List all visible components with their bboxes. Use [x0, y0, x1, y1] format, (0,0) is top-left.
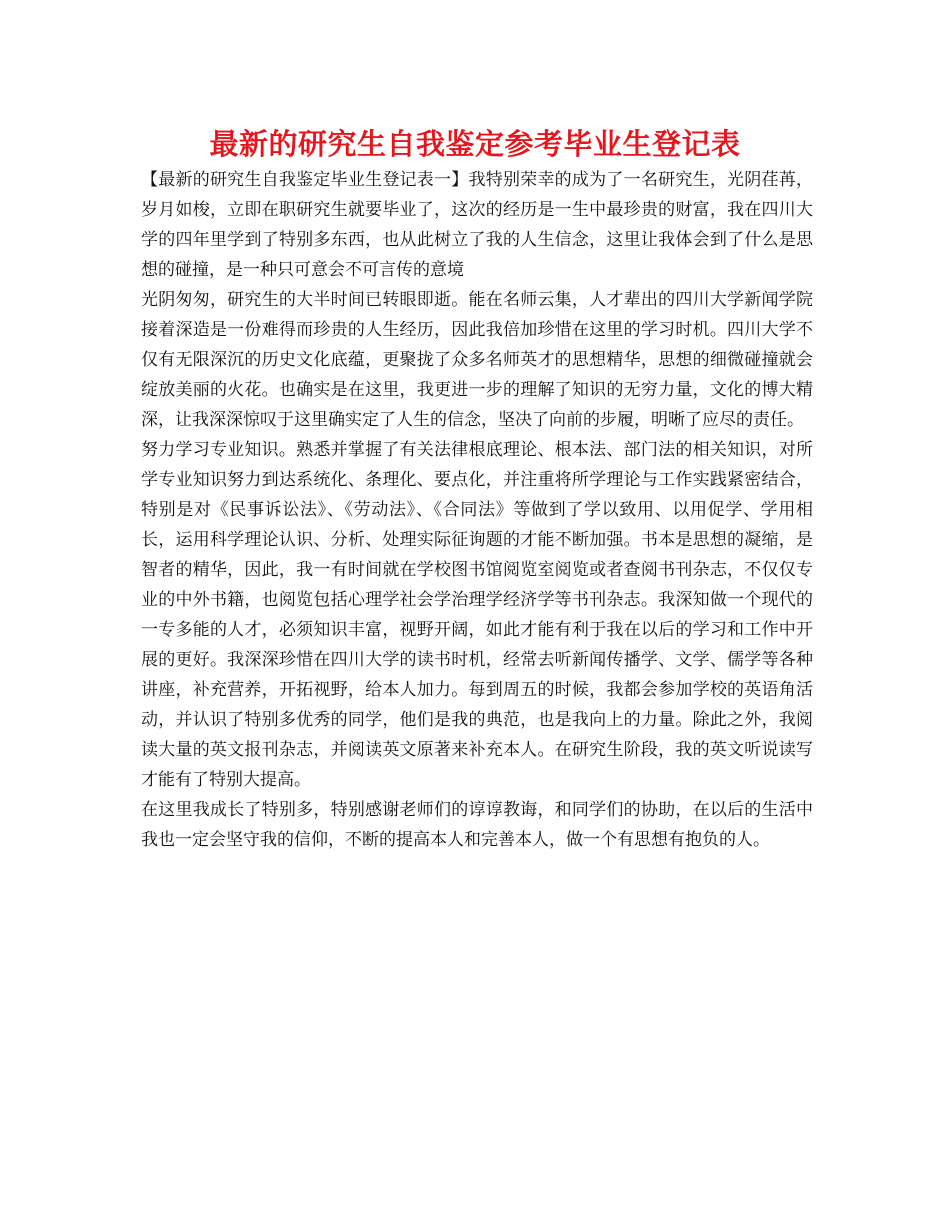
paragraph-professional-knowledge: 努力学习专业知识。熟悉并掌握了有关法律根底理论、根本法、部门法的相关知识，对所学专业知识努力到达系统化、条理化、要点化，并注重将所学理论与工作实践紧密结合，特别是对《民事诉讼法》、《劳动法》、《合同法》等做到了学以致用、以用促学、学用相长，运用科学理论认识、分析、处理实际征询题的才能不断加强。书本是思想的凝缩，是智者的精华，因此，我一有时间就在学校图书馆阅览室阅览或者查阅书刊杂志，不仅仅专业的中外书籍，也阅览包括心理学社会学治理学经济学等书刊杂志。我深知做一个现代的一专多能的人才，必须知识丰富，视野开阔，如此才能有利于我在以后的学习和工作中开展的更好。我深深珍惜在四川大学的读书时机，经常去听新闻传播学、文学、儒学等各种讲座，补充营养，开拓视野，给本人加力。每到周五的时候，我都会参加学校的英语角活动，并认识了特别多优秀的同学，他们是我的典范，也是我向上的力量。除此之外，我阅读大量的英文报刊杂志，并阅读英文原著来补充本人。在研究生阶段，我的英文听说读写才能有了特别大提高。 [141, 440, 813, 790]
paragraph-intro: 【最新的研究生自我鉴定毕业生登记表一】我特别荣幸的成为了一名研究生，光阴荏苒，岁月如梭，立即在职研究生就要毕业了，这次的经历是一生中最珍贵的财富，我在四川大学的四年里学到了特别多东西，也从此树立了我的人生信念，这里让我体会到了什么是思想的碰撞，是一种只可意会不可言传的意境 [141, 170, 813, 280]
paragraph-study-opportunity: 光阴匆匆，研究生的大半时间已转眼即逝。能在名师云集，人才辈出的四川大学新闻学院接着深造是一份难得而珍贵的人生经历，因此我倍加珍惜在这里的学习时机。四川大学不仅有无限深沉的历史文化底蕴，更聚拢了众多名师英才的思想精华，思想的细微碰撞就会绽放美丽的火花。也确实是在这里，我更进一步的理解了知识的无穷力量，文化的博大精深，让我深深惊叹于这里确实定了人生的信念，坚决了向前的步履，明晰了应尽的责任。 [141, 290, 813, 430]
document-title: 最新的研究生自我鉴定参考毕业生登记表 [209, 127, 741, 161]
paragraph-conclusion: 在这里我成长了特别多，特别感谢老师们的谆谆教诲，和同学们的协助，在以后的生活中我也一定会坚守我的信仰，不断的提高本人和完善本人，做一个有思想有抱负的人。 [141, 800, 813, 850]
document-body [141, 165, 813, 855]
